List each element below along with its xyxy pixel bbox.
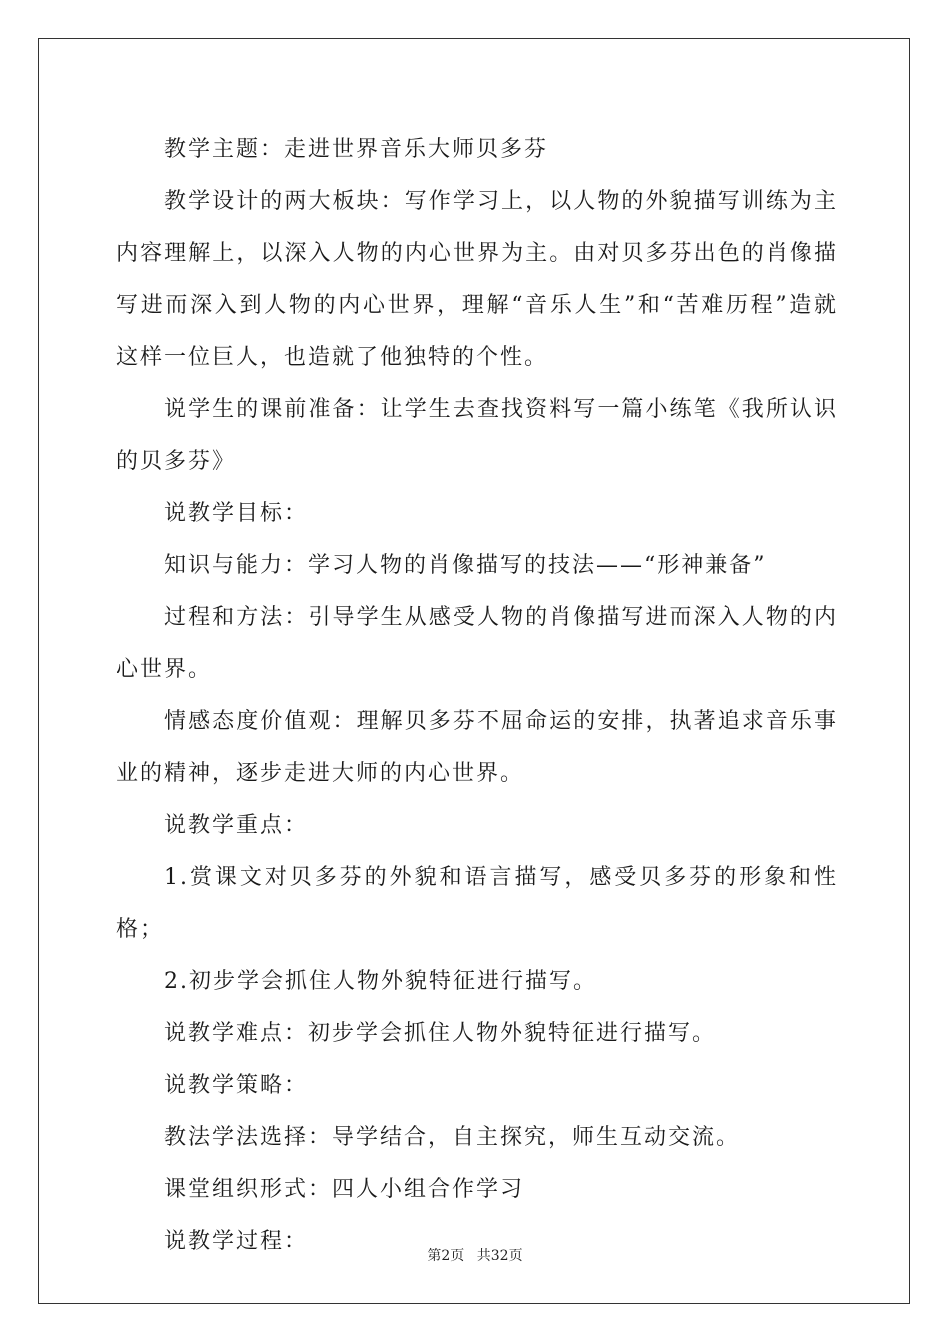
section-heading: 说教学过程： bbox=[164, 1229, 309, 1254]
list-item: 1.赏课文对贝多芬的外貌和语言描写，感受贝多芬的形象和性格； bbox=[116, 865, 838, 942]
paragraph: 教学主题：走进世界音乐大师贝多芬 bbox=[164, 137, 549, 162]
paragraph: 过程和方法：引导学生从感受人物的肖像描写进而深入人物的内心世界。 bbox=[116, 605, 838, 682]
section-heading: 说教学重点： bbox=[164, 813, 309, 838]
section-heading: 说教学目标： bbox=[164, 501, 309, 526]
page-number: 第2页 bbox=[427, 1248, 465, 1264]
page-footer bbox=[0, 1245, 950, 1265]
paragraph: 说教学难点：初步学会抓住人物外貌特征进行描写。 bbox=[164, 1021, 717, 1046]
paragraph: 教法学法选择：导学结合，自主探究，师生互动交流。 bbox=[164, 1125, 741, 1150]
paragraph: 知识与能力：学习人物的肖像描写的技法——“形神兼备” bbox=[164, 553, 767, 578]
paragraph: 教学设计的两大板块：写作学习上，以人物的外貌描写训练为主内容理解上，以深入人物的内心世界为主。由对贝多芬出色的肖像描写进而深入到人物的内心世界，理解“音乐人生”和“苦难历程”造就这样一位巨人，也造就了他独特的个性。 bbox=[116, 189, 838, 370]
list-item: 2.初步学会抓住人物外貌特征进行描写。 bbox=[164, 969, 597, 994]
section-heading: 说教学策略： bbox=[164, 1073, 309, 1098]
paragraph: 说学生的课前准备：让学生去查找资料写一篇小练笔《我所认识的贝多芬》 bbox=[116, 397, 838, 474]
document-body bbox=[116, 124, 838, 1268]
paragraph: 课堂组织形式：四人小组合作学习 bbox=[164, 1177, 525, 1202]
page-total: 共32页 bbox=[476, 1248, 523, 1264]
paragraph: 情感态度价值观：理解贝多芬不屈命运的安排，执著追求音乐事业的精神，逐步走进大师的内心世界。 bbox=[116, 709, 838, 786]
